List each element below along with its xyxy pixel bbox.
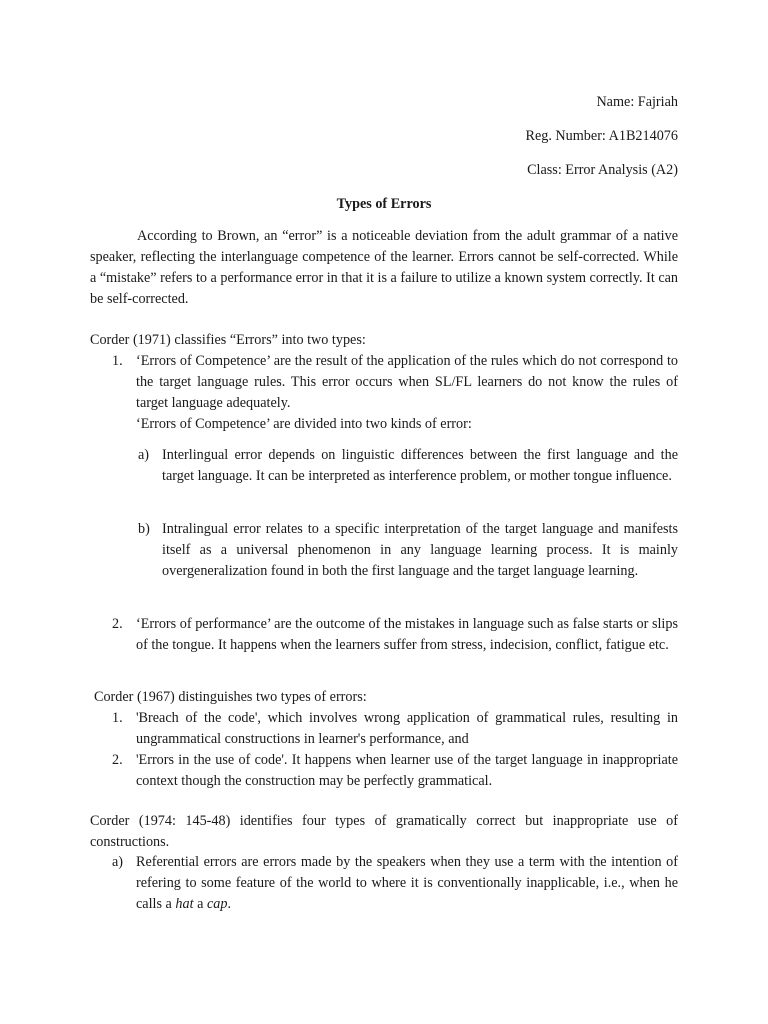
student-name: Name: Fajriah	[596, 94, 678, 110]
list-marker: a)	[138, 447, 150, 463]
interlingual-error-item: Interlingual error depends on linguistic differences between the first language and the target language. It can be interpreted as interference problem, or mother tongue influence.	[162, 447, 678, 484]
list-marker: a)	[112, 854, 124, 870]
registration-number: Reg. Number: A1B214076	[525, 128, 678, 144]
errors-of-performance-item: ‘Errors of performance’ are the outcome of the mistakes in language such as false starts or slips of the tongue. It happens when the learners suffer from stress, indecision, conflict, fatigue etc.	[136, 616, 678, 653]
page-title: Types of Errors	[336, 196, 432, 212]
corder-1974-heading: Corder (1974: 145-48) identifies four types of gramatically correct but inappropriate use of constructions.	[90, 813, 678, 850]
list-marker: 2.	[112, 752, 123, 768]
referential-errors-item	[136, 852, 678, 915]
intralingual-error-item: Intralingual error relates to a specific interpretation of the target language and manifests itself as a universal phenomenon in any language learning process. It is mainly overgeneralization found in both the first language and the target language learning.	[162, 521, 678, 579]
intro-paragraph: According to Brown, an “error” is a noticeable deviation from the adult grammar of a native speaker, reflecting the interlanguage competence of the learner. Errors cannot be self-corrected. While a “mistake” refers to a performance error in that it is a failure to utilize a known system correctly. It can be self-corrected.	[90, 228, 679, 307]
competence-subheading: ‘Errors of Competence’ are divided into two kinds of error:	[136, 416, 472, 432]
referential-text-mid: a	[193, 896, 207, 912]
cap-term: cap	[206, 896, 228, 912]
errors-in-use-of-code-item: 'Errors in the use of code'. It happens when learner use of the target language in inappropriate context though the construction may be perfectly grammatical.	[136, 752, 678, 789]
referential-text: Referential errors are errors made by the speakers when they use a term with the intention of refering to some feature of the world to where it is conventionally inapplicable, i.e., when he calls a	[136, 854, 678, 912]
corder-1967-heading: Corder (1967) distinguishes two types of errors:	[94, 689, 367, 705]
list-marker: 2.	[112, 616, 123, 632]
errors-of-competence-item: ‘Errors of Competence’ are the result of the application of the rules which do not correspond to the target language rules. This error occurs when SL/FL learners do not know the rules of target language adequately.	[136, 353, 678, 411]
list-marker: b)	[138, 521, 150, 537]
corder-1971-heading: Corder (1971) classifies “Errors” into two types:	[90, 332, 366, 348]
list-marker: 1.	[112, 353, 123, 369]
class-name: Class: Error Analysis (A2)	[527, 162, 678, 178]
hat-term: hat	[175, 896, 194, 912]
referential-text-end: .	[227, 896, 231, 912]
list-marker: 1.	[112, 710, 123, 726]
breach-of-code-item: 'Breach of the code', which involves wrong application of grammatical rules, resulting in ungrammatical constructions in learner's performance, and	[136, 710, 678, 747]
